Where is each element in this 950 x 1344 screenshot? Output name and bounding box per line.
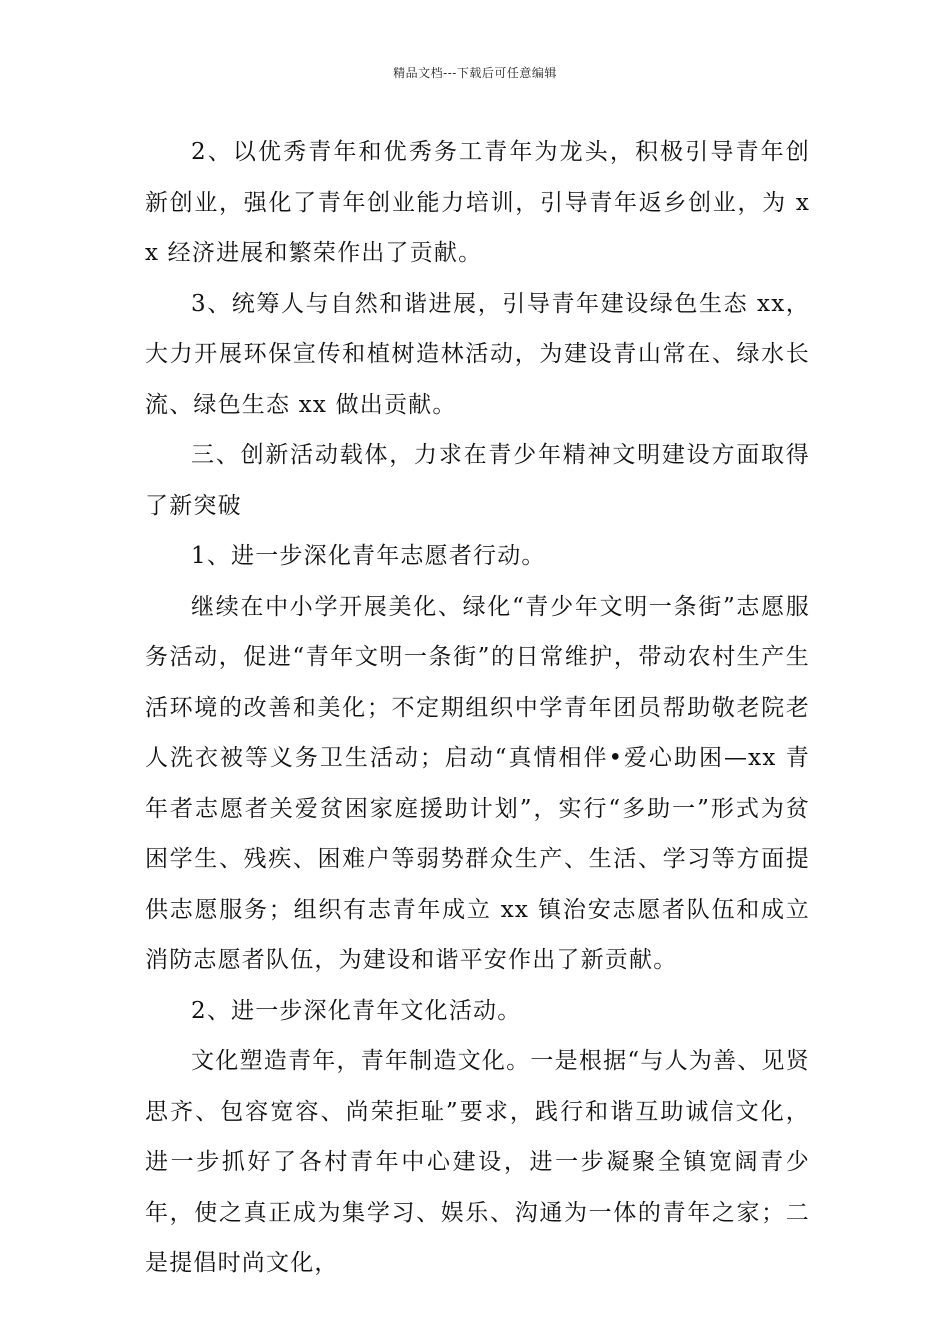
paragraph-volunteer: 继续在中小学开展美化、绿化“青少年文明一条街”志愿服务活动，促进“青年文明一条街”的日常维护，带动农村生产生活环境的改善和美化；不定期组织中学青年团员帮助敬老院老人洗衣被等义务卫生活动；启动“真情相伴•爱心助困—xx 青年者志愿者关爱贫困家庭援助计划”，实行“多助一”形式为贫困学生、残疾、困难户等弱势群众生产、生活、学习等方面提供志愿服务；组织有志青年成立 xx 镇治安志愿者队伍和成立消防志愿者队伍，为建设和谐平安作出了新贡献。 <box>145 593 810 973</box>
paragraph-item-3: 3、统筹人与自然和谐进展，引导青年建设绿色生态 xx，大力开展环保宣传和植树造林活动，为建设青山常在、绿水长流、绿色生态 xx 做出贡献。 <box>145 290 810 418</box>
subheading-volunteer: 1、进一步深化青年志愿者行动。 <box>191 543 546 569</box>
subheading-culture: 2、进一步深化青年文化活动。 <box>191 997 522 1024</box>
paragraph-culture: 文化塑造青年，青年制造文化。一是根据“与人为善、见贤思齐、包容宽容、尚荣拒耻”要求，践行和谐互助诚信文化，进一步抓好了各村青年中心建设，进一步凝聚全镇宽阔青少年，使之真正成为集学习、娱乐、沟通为一体的青年之家；二是提倡时尚文化， <box>145 1048 810 1276</box>
page-header: 精品文档---下载后可任意编辑 <box>393 66 557 80</box>
section-heading-3: 三、创新活动载体，力求在青少年精神文明建设方面取得了新突破 <box>145 442 810 519</box>
paragraph-item-2: 2、以优秀青年和优秀务工青年为龙头，积极引导青年创新创业，强化了青年创业能力培训，引导青年返乡创业，为 xx 经济进展和繁荣作出了贡献。 <box>145 139 810 266</box>
document-body <box>145 127 810 1289</box>
